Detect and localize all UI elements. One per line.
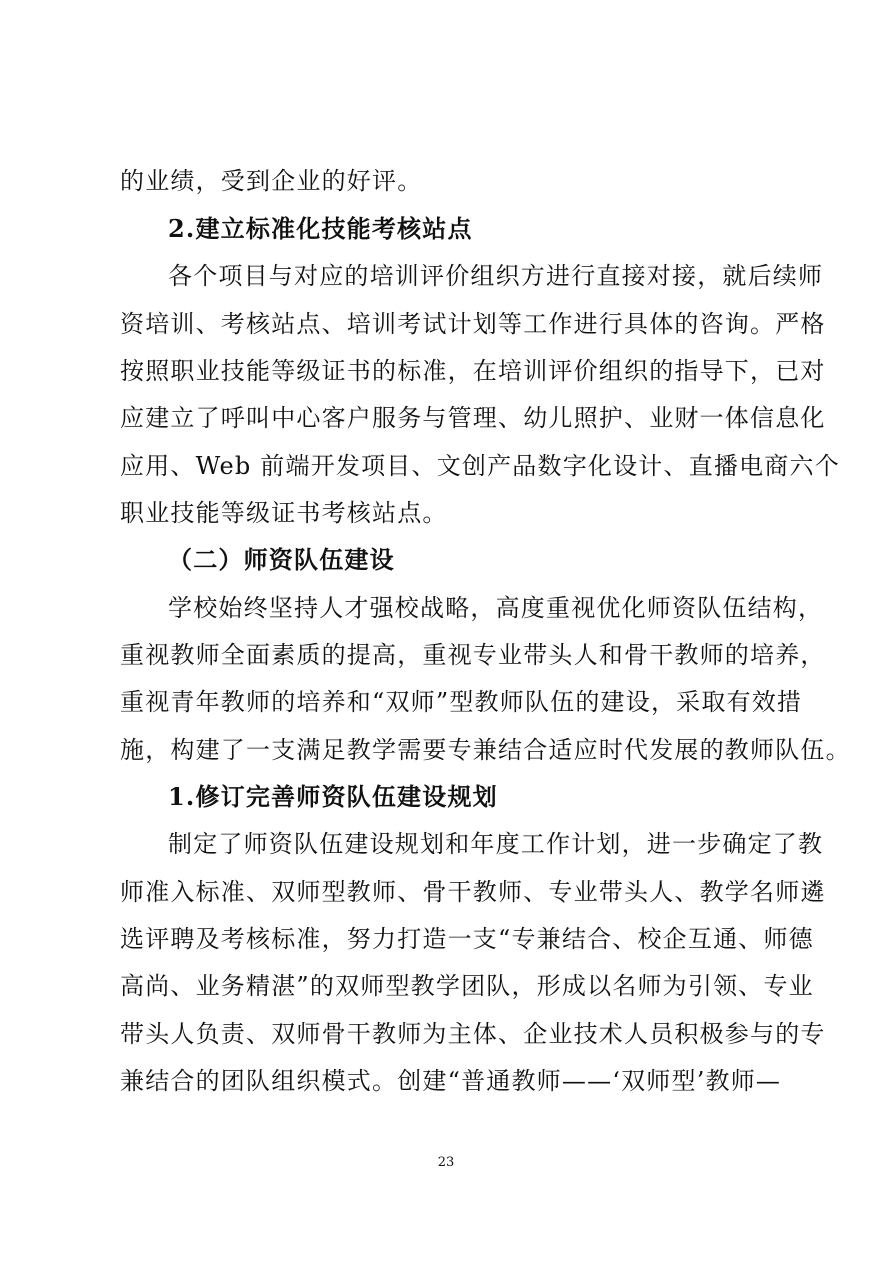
section-heading-teaching-staff: （二）师资队伍建设 [168,545,395,574]
paragraph-line: 各个项目与对应的培训评价组织方进行直接对接，就后续师 [168,262,824,290]
paragraph-line: 应建立了呼叫中心客户服务与管理、幼儿照护、业财一体信息化 [120,404,826,432]
paragraph-line: 重视青年教师的培养和“双师”型教师队伍的建设，采取有效措 [120,688,803,716]
section-heading-skill-assessment-sites: 2.建立标准化技能考核站点 [168,214,473,243]
paragraph-line: 选评聘及考核标准，努力打造一支“专兼结合、校企互通、师德 [120,925,814,953]
paragraph-line: 兼结合的团队组织模式。创建“普通教师——‘双师型’教师— [120,1067,782,1095]
page-number: 23 [437,1155,455,1170]
paragraph-line: 的业绩，受到企业的好评。 [120,167,423,195]
paragraph-line: 应用、Web 前端开发项目、文创产品数字化设计、直播电商六个 [120,452,840,480]
paragraph-line: 职业技能等级证书考核站点。 [120,499,448,527]
paragraph-line: 学校始终坚持人才强校战略，高度重视优化师资队伍结构， [168,594,824,622]
paragraph-line: 制定了师资队伍建设规划和年度工作计划，进一步确定了教 [168,830,824,858]
paragraph-line: 师准入标准、双师型教师、骨干教师、专业带头人、教学名师遴 [120,878,826,906]
paragraph-line: 按照职业技能等级证书的标准，在培训评价组织的指导下，已对 [120,357,826,385]
paragraph-line: 重视教师全面素质的提高，重视专业带头人和骨干教师的培养， [120,641,826,669]
section-heading-staff-plan: 1.修订完善师资队伍建设规划 [168,782,498,811]
paragraph-line: 高尚、业务精湛”的双师型教学团队，形成以名师为引领、专业 [120,972,814,1000]
paragraph-line: 带头人负责、双师骨干教师为主体、企业技术人员积极参与的专 [120,1020,826,1048]
paragraph-line: 资培训、考核站点、培训考试计划等工作进行具体的咨询。严格 [120,310,826,338]
paragraph-line: 施，构建了一支满足教学需要专兼结合适应时代发展的教师队伍。 [120,736,851,764]
